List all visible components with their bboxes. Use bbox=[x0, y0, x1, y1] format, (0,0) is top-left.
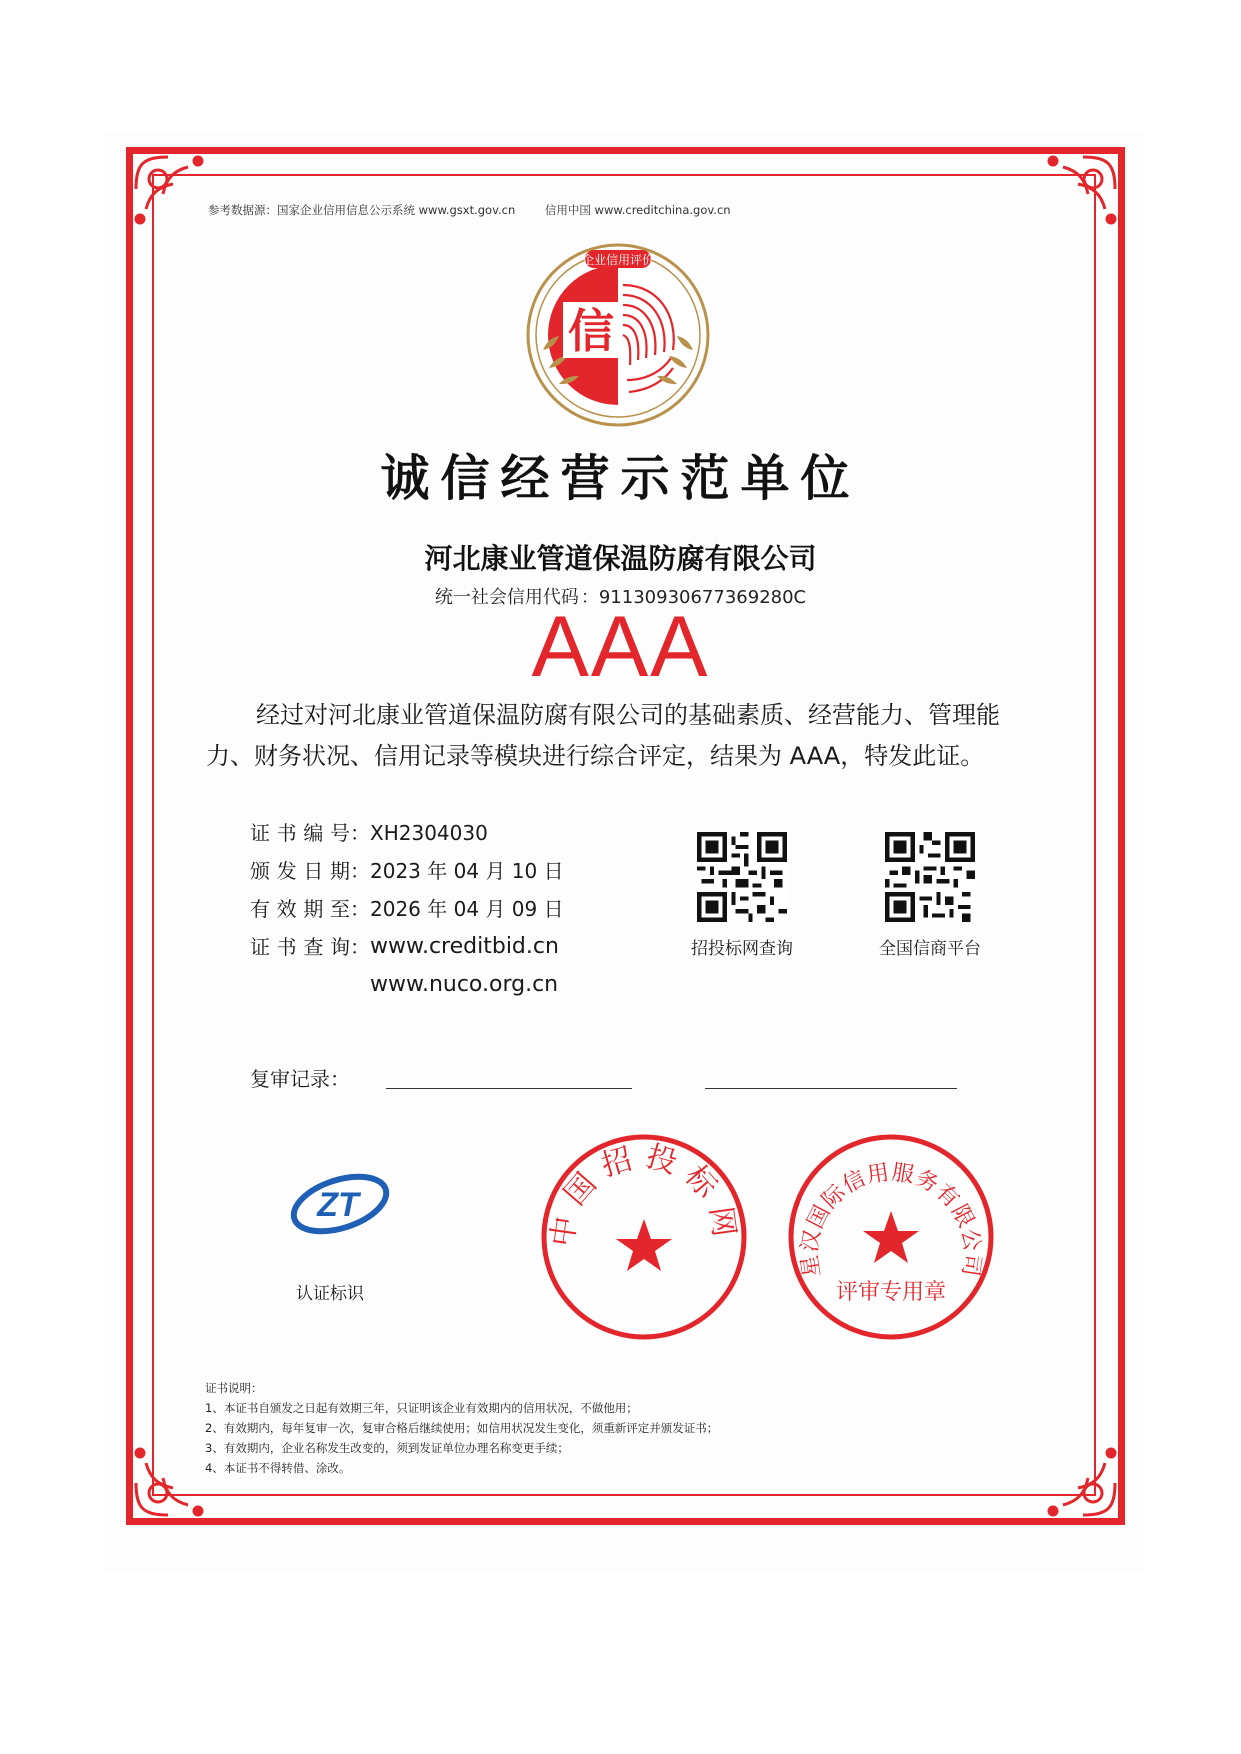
certificate-notes bbox=[205, 1378, 718, 1478]
notes-item: 3、有效期内，企业名称发生改变的，须到发证单位办理名称变更手续； bbox=[205, 1441, 569, 1455]
credit-code-value: ：91130930677369280C bbox=[580, 587, 807, 608]
qr-block-credit-platform bbox=[870, 832, 990, 959]
review-signature-line-2 bbox=[705, 1088, 957, 1089]
certification-mark-label: 认证标识 bbox=[296, 1284, 364, 1304]
query-row-2 bbox=[250, 966, 564, 1004]
zt-certification-logo bbox=[282, 1158, 402, 1238]
expiry-date-value: 2026 年 04 月 09 日 bbox=[370, 897, 564, 921]
corner-ornament-bottom-right bbox=[1013, 1413, 1123, 1523]
emblem-arc-text: 企业信用评价 bbox=[581, 253, 655, 267]
seal-2-arc-text: 星汉国际信用服务有限公司 bbox=[797, 1160, 985, 1279]
emblem-glyph: 信 bbox=[568, 304, 614, 358]
credit-code-label: 统一社会信用代码 bbox=[434, 587, 579, 608]
qr-code-icon[interactable] bbox=[885, 832, 975, 922]
expiry-date-label: 有效期至 bbox=[250, 897, 350, 921]
seal-china-bidding-network bbox=[538, 1131, 750, 1343]
query-url-creditbid[interactable]: www.creditbid.cn bbox=[370, 934, 559, 959]
certificate-number-row: 证书编号 ： XH2304030 bbox=[250, 814, 564, 852]
query-url-nuco[interactable]: www.nuco.org.cn bbox=[370, 972, 559, 997]
notes-item: 1、本证书自颁发之日起有效期三年，只证明该企业有效期内的信用状况，不做他用； bbox=[205, 1401, 638, 1415]
notes-title: 证书说明： bbox=[205, 1381, 263, 1395]
reference-source-gsxt: 参考数据源：国家企业信用信息公示系统 www.gsxt.gov.cn bbox=[208, 203, 516, 217]
credit-evaluation-emblem bbox=[523, 240, 713, 430]
company-name: 河北康业管道保温防腐有限公司 bbox=[424, 542, 817, 575]
qr-label-bid-query: 招投标网查询 bbox=[691, 939, 793, 959]
notes-item: 2、有效期内，每年复审一次，复审合格后继续使用；如信用状况发生变化，须重新评定并颁发证书； bbox=[205, 1421, 719, 1435]
seal-xinghan-international bbox=[785, 1131, 997, 1343]
qr-label-credit-platform: 全国信商平台 bbox=[879, 939, 981, 959]
corner-ornament-top-right bbox=[1013, 149, 1123, 259]
issue-date-label: 颁发日期 bbox=[250, 859, 350, 883]
credit-grade: AAA bbox=[531, 599, 710, 695]
query-row: 证书查询 ： www.creditbid.cn bbox=[250, 928, 564, 966]
issue-date-row: 颁发日期 ： 2023 年 04 月 10 日 bbox=[250, 852, 564, 890]
query-label: 证书查询 bbox=[250, 935, 350, 959]
qr-code-icon[interactable] bbox=[697, 832, 787, 922]
review-signature-line-1 bbox=[386, 1088, 632, 1089]
certificate-number-value: XH2304030 bbox=[370, 821, 488, 845]
certificate-info bbox=[250, 814, 564, 1004]
review-record-label: 复审记录： bbox=[250, 1067, 350, 1091]
issue-date-value: 2023 年 04 月 10 日 bbox=[370, 859, 564, 883]
expiry-date-row: 有效期至 ： 2026 年 04 月 09 日 bbox=[250, 890, 564, 928]
reference-source-creditchina: 信用中国 www.creditchina.gov.cn bbox=[544, 203, 731, 217]
notes-item: 4、本证书不得转借、涂改。 bbox=[205, 1461, 351, 1475]
qr-block-bid-query bbox=[682, 832, 802, 959]
seal-1-arc-text: 中国招投标网 bbox=[545, 1138, 743, 1249]
certificate-title: 诚信经营示范单位 bbox=[380, 450, 861, 507]
zt-logo-text: ZT bbox=[317, 1186, 359, 1224]
evaluation-statement: 经过对河北康业管道保温防腐有限公司的基础素质、经营能力、管理能力、财务状况、信用记录等模块进行综合评定，结果为 AAA，特发此证。 bbox=[206, 701, 1000, 770]
certificate-number-label: 证书编号 bbox=[250, 821, 350, 845]
seal-2-bottom-text: 评审专用章 bbox=[835, 1280, 947, 1305]
reference-sources bbox=[208, 202, 757, 218]
